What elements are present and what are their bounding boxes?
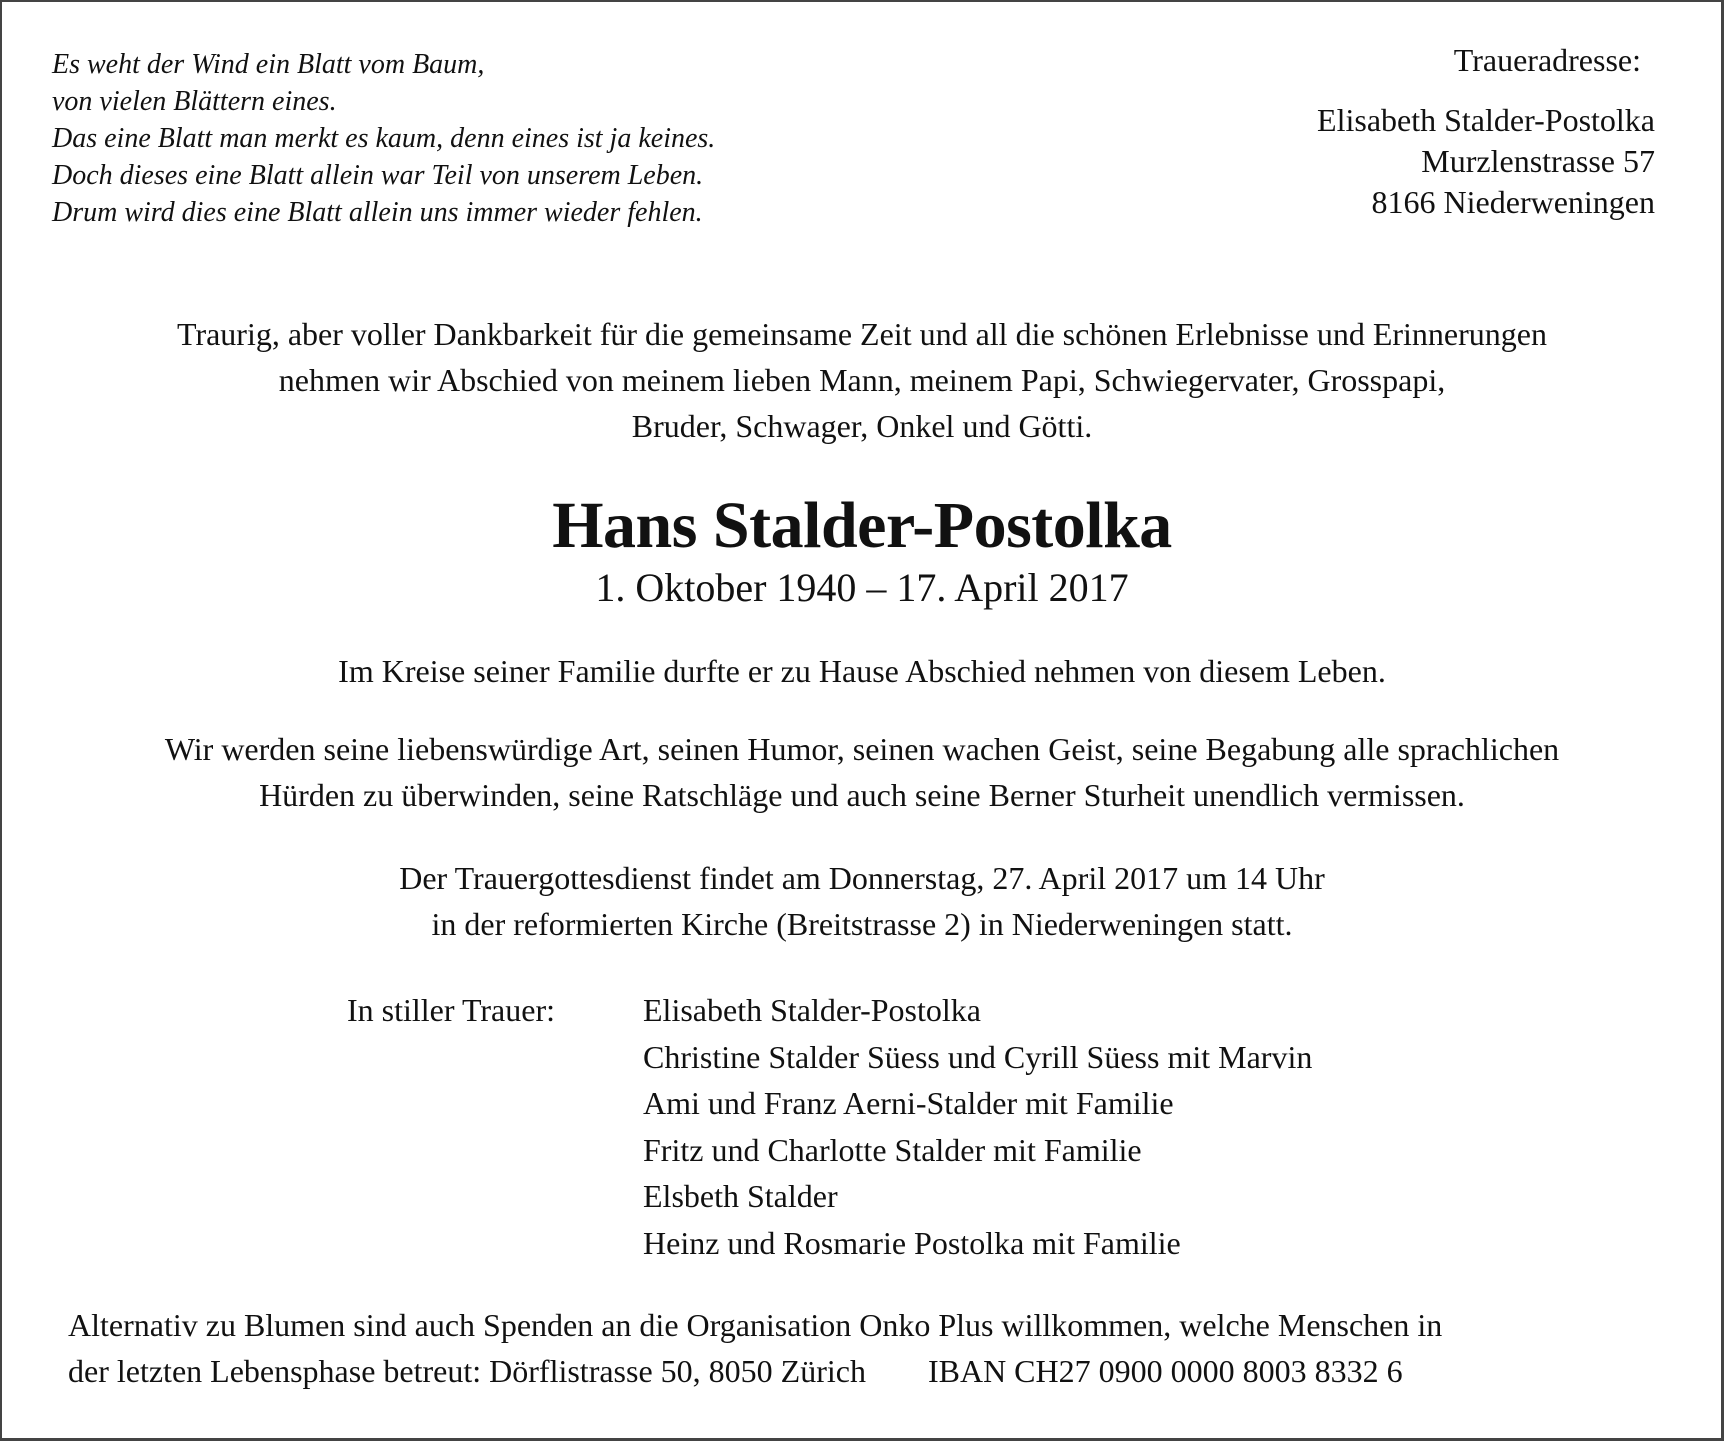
intro-line: Traurig, aber voller Dankbarkeit für die gemeinsame Zeit und all die schönen Erlebnisse und Erinnerungen <box>177 316 1547 352</box>
poem-line: Das eine Blatt man merkt es kaum, denn eines ist ja keines. <box>52 123 716 154</box>
address-street: Murzlenstrasse 57 <box>1421 143 1655 179</box>
poem-line: Doch dieses eine Blatt allein war Teil von unserem Leben. <box>52 160 704 191</box>
mourner-name: Elisabeth Stalder-Postolka <box>643 992 981 1028</box>
passing-paragraph <box>2 648 1722 694</box>
memory-line: Wir werden seine liebenswürdige Art, seinen Humor, seinen wachen Geist, seine Begabung alle sprachlichen <box>164 731 1560 767</box>
intro-paragraph <box>2 311 1722 449</box>
service-line: Der Trauergottesdienst findet am Donnerstag, 27. April 2017 um 14 Uhr <box>399 860 1325 896</box>
poem-line: Drum wird dies eine Blatt allein uns immer wieder fehlen. <box>52 197 703 228</box>
passing-line: Im Kreise seiner Familie durfte er zu Hause Abschied nehmen von diesem Leben. <box>338 653 1386 689</box>
service-paragraph <box>2 855 1722 947</box>
service-line: in der reformierten Kirche (Breitstrasse 2) in Niederweningen statt. <box>431 906 1293 942</box>
intro-line: Bruder, Schwager, Onkel und Götti. <box>631 408 1093 444</box>
mourners-list <box>643 987 1312 1266</box>
mourner-name: Christine Stalder Süess und Cyrill Süess mit Marvin <box>643 1038 1313 1075</box>
address-city: 8166 Niederweningen <box>1371 184 1655 220</box>
mourner-name: Ami und Franz Aerni-Stalder mit Familie <box>643 1085 1174 1121</box>
address-heading: Traueradresse: <box>1453 42 1641 78</box>
mourner-name: Fritz und Charlotte Stalder mit Familie <box>643 1131 1142 1168</box>
poem-line: von vielen Blättern eines. <box>52 86 337 117</box>
donation-line: Alternativ zu Blumen sind auch Spenden an die Organisation Onko Plus willkommen, welche Menschen in <box>68 1307 1443 1343</box>
donation-iban: IBAN CH27 0900 0000 8003 8332 6 <box>927 1353 1403 1389</box>
deceased-name: Hans Stalder-Postolka <box>552 489 1172 562</box>
donation-address: der letzten Lebensphase betreut: Dörflistrasse 50, 8050 Zürich <box>68 1353 866 1389</box>
intro-line: nehmen wir Abschied von meinem lieben Mann, meinem Papi, Schwiegervater, Grosspapi, <box>278 362 1446 398</box>
mourner-name: Elsbeth Stalder <box>643 1178 838 1214</box>
mourner-name: Heinz und Rosmarie Postolka mit Familie <box>643 1224 1181 1261</box>
mourning-address <box>1317 40 1655 223</box>
donation-line <box>68 1348 1442 1394</box>
donation-note <box>68 1302 1442 1394</box>
mourners-label: In stiller Trauer: <box>347 992 555 1028</box>
poem-line: Es weht der Wind ein Blatt vom Baum, <box>52 49 485 80</box>
memory-line: Hürden zu überwinden, seine Ratschläge und auch seine Berner Sturheit unendlich vermissen. <box>259 777 1465 813</box>
poem <box>52 46 912 231</box>
memory-paragraph <box>2 726 1722 818</box>
address-name: Elisabeth Stalder-Postolka <box>1317 102 1655 138</box>
life-dates: 1. Oktober 1940 – 17. April 2017 <box>595 565 1129 610</box>
